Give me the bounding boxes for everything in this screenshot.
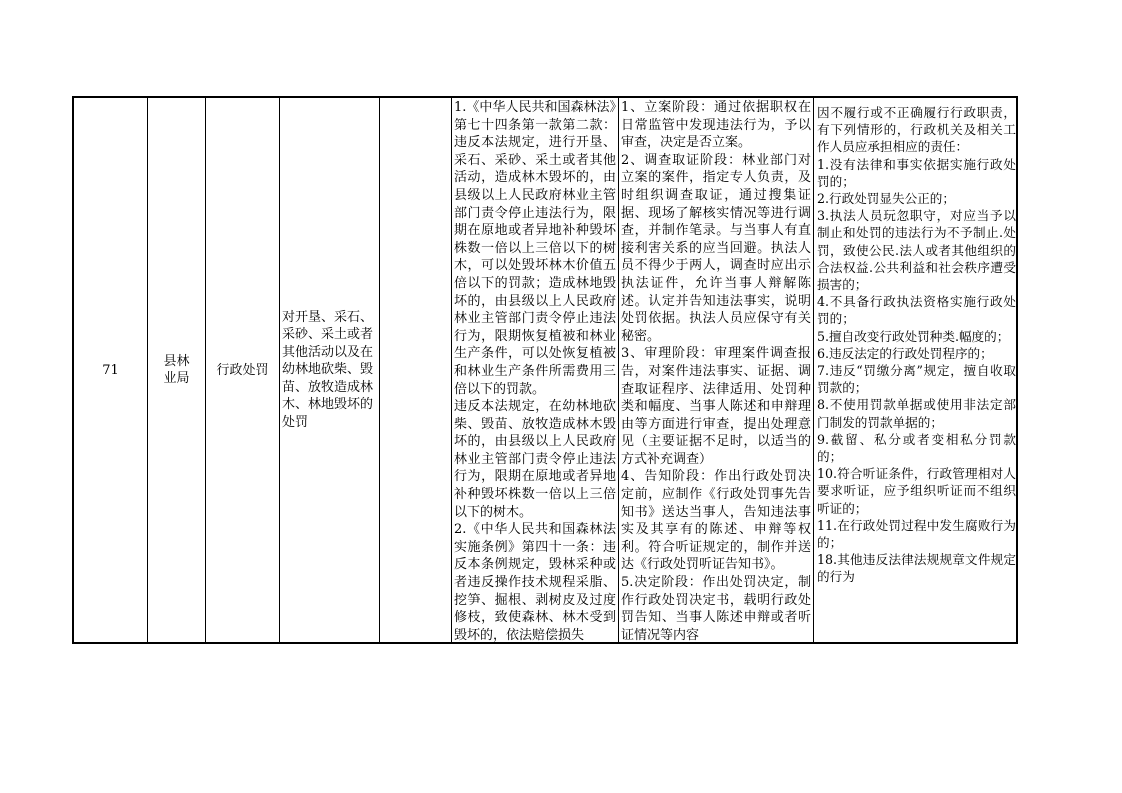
category-cell (206, 98, 280, 642)
responsibility-cell (814, 98, 1018, 642)
item-name-cell (280, 98, 380, 642)
row-number: 71 (102, 362, 119, 378)
power-category: 行政处罚 (216, 362, 269, 378)
row-number-cell (74, 98, 148, 642)
item-name: 对开垦、采石、采砂、采土或者其他活动以及在幼林地砍柴、毁苗、放牧造成林木、林地毁坏的处罚 (282, 309, 374, 430)
power-list-table (72, 96, 1018, 644)
department-name: 县林业局 (163, 354, 190, 386)
department-cell (148, 98, 206, 642)
process-text: 1、立案阶段：通过依据职权在日常监管中发现违法行为，予以审查，决定是否立案。 2、调查取证阶段：林业部门对立案的案件，指定专人负责，及时组织调查取证，通过搜集证据、现场了解核实情况等进行调查，并制作笔录。与当事人有直接利害关系的应当回避。执法人员不得少于两人，调查时应出示执法证件，允许当事人辩解陈述。认定并告知违法事实，说明处罚依据。执法人员应保守有关秘密。 3、审理阶段：审理案件调查报告，对案件违法事实、证据、调查取证程序、法律适用、处罚种类和幅度、当事人陈述和申辩理由等方面进行审查，提出处理意见（主要证据不足时，以适当的方式补充调查） 4、告知阶段：作出行政处罚决定前，应制作《行政处罚事先告知书》送达当事人，告知违法事实及其享有的陈述、申辩等权利。符合听证规定的，制作并送达《行政处罚听证告知书》。 5.决定阶段：作出处罚决定，制作行政处罚决定书，载明行政处罚告知、当事人陈述申辩或者听证情况等内容 (621, 100, 811, 642)
legal-basis-text: 1.《中华人民共和国森林法》第七十四条第一款第二款：违反本法规定，进行开垦、采石、采砂、采土或者其他活动，造成林木毁坏的，由县级以上人民政府林业主管部门责令停止违法行为，限期在原地或者异地补种毁坏株数一倍以上三倍以下的树木，可以处毁坏林木价值五倍以下的罚款；造成林地毁坏的，由县级以上人民政府林业主管部门责令停止违法行为，限期恢复植被和林业生产条件，可以处恢复植被和林业生产条件所需费用三倍以下的罚款。 违反本法规定，在幼林地砍柴、毁苗、放牧造成林木毁坏的，由县级以上人民政府林业主管部门责令停止违法行为，限期在原地或者异地补种毁坏株数一倍以上三倍以下的树木。 2.《中华人民共和国森林法实施条例》第四十一条：违反本条例规定，毁林采种或者违反操作技术规程采脂、挖笋、掘根、剥树皮及过度修枝，致使森林、林木受到毁坏的，依法赔偿损失 (454, 100, 616, 642)
process-cell (619, 98, 814, 642)
legal-basis-cell (452, 98, 619, 642)
subitem-cell (380, 98, 452, 642)
responsibility-text: 因不履行或不正确履行行政职责，有下列情形的，行政机关及相关工作人员应承担相应的责任： 1.没有法律和事实依据实施行政处罚的； 2.行政处罚显失公正的； 3.执法人员玩忽职守，对应当予以制止和处罚的违法行为不予制止.处罚，致使公民.法人或者其他组织的合法权益.公共利益和社会秩序遭受损害的； 4.不具备行政执法资格实施行政处罚的； 5.擅自改变行政处罚种类.幅度的； 6.违反法定的行政处罚程序的； 7.违反“罚缴分离”规定，擅自收取罚款的； 8.不使用罚款单据或使用非法定部门制发的罚款单据的； 9.截留、私分或者变相私分罚款的； 10.符合听证条件，行政管理相对人要求听证，应予组织听证而不组织听证的； 11.在行政处罚过程中发生腐败行为的； 18.其他违反法律法规规章文件规定的行为 (817, 105, 1016, 585)
